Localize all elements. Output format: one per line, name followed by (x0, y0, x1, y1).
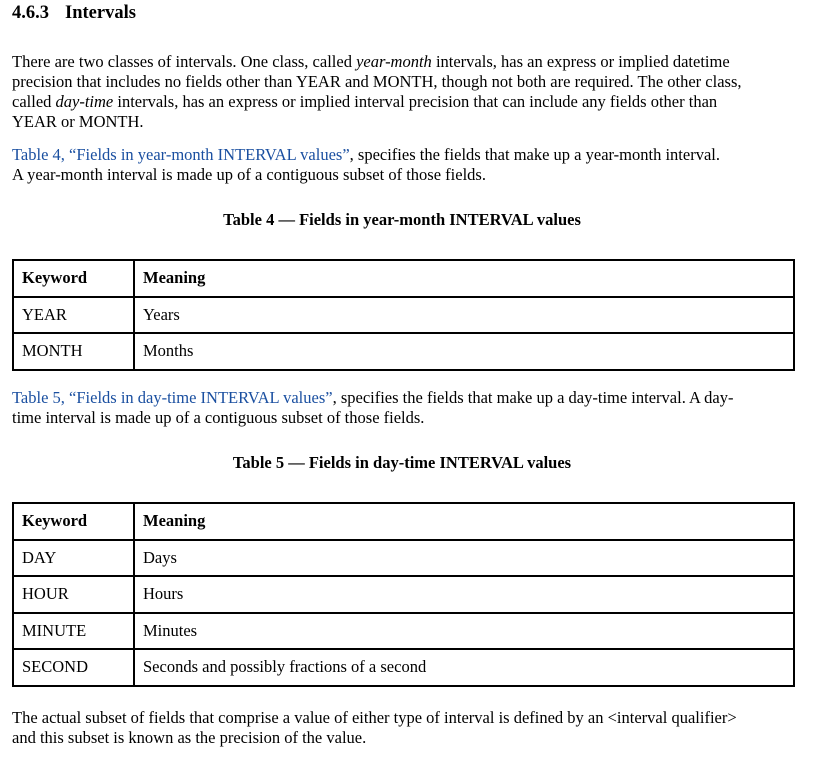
table5-ref-text: , specifies the fields that make up a day-time interval. A day- (332, 388, 734, 407)
header-keyword: Keyword (13, 260, 134, 297)
closing-line-1: The actual subset of fields that comprise a value of either type of interval is defined by an <interval qualifier> (12, 708, 737, 727)
section-number: 4.6.3 (12, 3, 49, 23)
intro-line-3 (12, 92, 742, 112)
cell-meaning: Years (134, 297, 794, 334)
closing-line-2: and this subset is known as the precision of the value. (12, 728, 367, 747)
table4-reference-paragraph (12, 145, 720, 185)
header-meaning: Meaning (134, 503, 794, 540)
intro-paragraph (12, 52, 742, 132)
header-meaning: Meaning (134, 260, 794, 297)
table4-ref-line-1 (12, 145, 720, 165)
cell-keyword: HOUR (13, 576, 134, 613)
cell-keyword: YEAR (13, 297, 134, 334)
table-row (13, 613, 794, 650)
table-header-row (13, 503, 794, 540)
table-row (13, 333, 794, 370)
table-row (13, 649, 794, 686)
table5 (12, 502, 795, 687)
header-keyword: Keyword (13, 503, 134, 540)
intro-line-2: precision that includes no fields other than YEAR and MONTH, though not both are required. The other class, (12, 72, 742, 91)
table-row (13, 540, 794, 577)
term-year-month: year-month (356, 52, 432, 71)
table5-ref-line-1 (12, 388, 734, 408)
table4-ref-line-2: A year-month interval is made up of a contiguous subset of those fields. (12, 165, 486, 184)
section-heading (12, 2, 136, 24)
cell-meaning: Minutes (134, 613, 794, 650)
table5-reference-paragraph (12, 388, 734, 428)
cell-keyword: SECOND (13, 649, 134, 686)
intro-text: There are two classes of intervals. One class, called (12, 52, 357, 71)
table4 (12, 259, 795, 371)
table4-ref-text: , specifies the fields that make up a year-month interval. (349, 145, 720, 164)
intro-text: called (12, 92, 56, 111)
cell-meaning: Months (134, 333, 794, 370)
intro-text: intervals, has an express or implied interval precision that can include any fields other than (113, 92, 718, 111)
table5-caption: Table 5 — Fields in day-time INTERVAL values (232, 453, 572, 472)
cell-keyword: MONTH (13, 333, 134, 370)
cell-meaning: Days (134, 540, 794, 577)
cell-keyword: MINUTE (13, 613, 134, 650)
table5-link[interactable]: Table 5, “Fields in day-time INTERVAL values” (12, 388, 333, 407)
cell-meaning: Hours (134, 576, 794, 613)
intro-line-1 (12, 52, 742, 72)
intro-line-4: YEAR or MONTH. (12, 112, 144, 131)
cell-keyword: DAY (13, 540, 134, 577)
table-row (13, 576, 794, 613)
table-header-row (13, 260, 794, 297)
table-row (13, 297, 794, 334)
intro-text: intervals, has an express or implied datetime (431, 52, 730, 71)
table4-caption: Table 4 — Fields in year-month INTERVAL values (223, 210, 581, 229)
section-title: Intervals (65, 3, 136, 23)
term-day-time: day-time (55, 92, 114, 111)
closing-paragraph (12, 708, 737, 748)
table4-link[interactable]: Table 4, “Fields in year-month INTERVAL values” (12, 145, 350, 164)
table5-ref-line-2: time interval is made up of a contiguous subset of those fields. (12, 408, 425, 427)
cell-meaning: Seconds and possibly fractions of a second (134, 649, 794, 686)
